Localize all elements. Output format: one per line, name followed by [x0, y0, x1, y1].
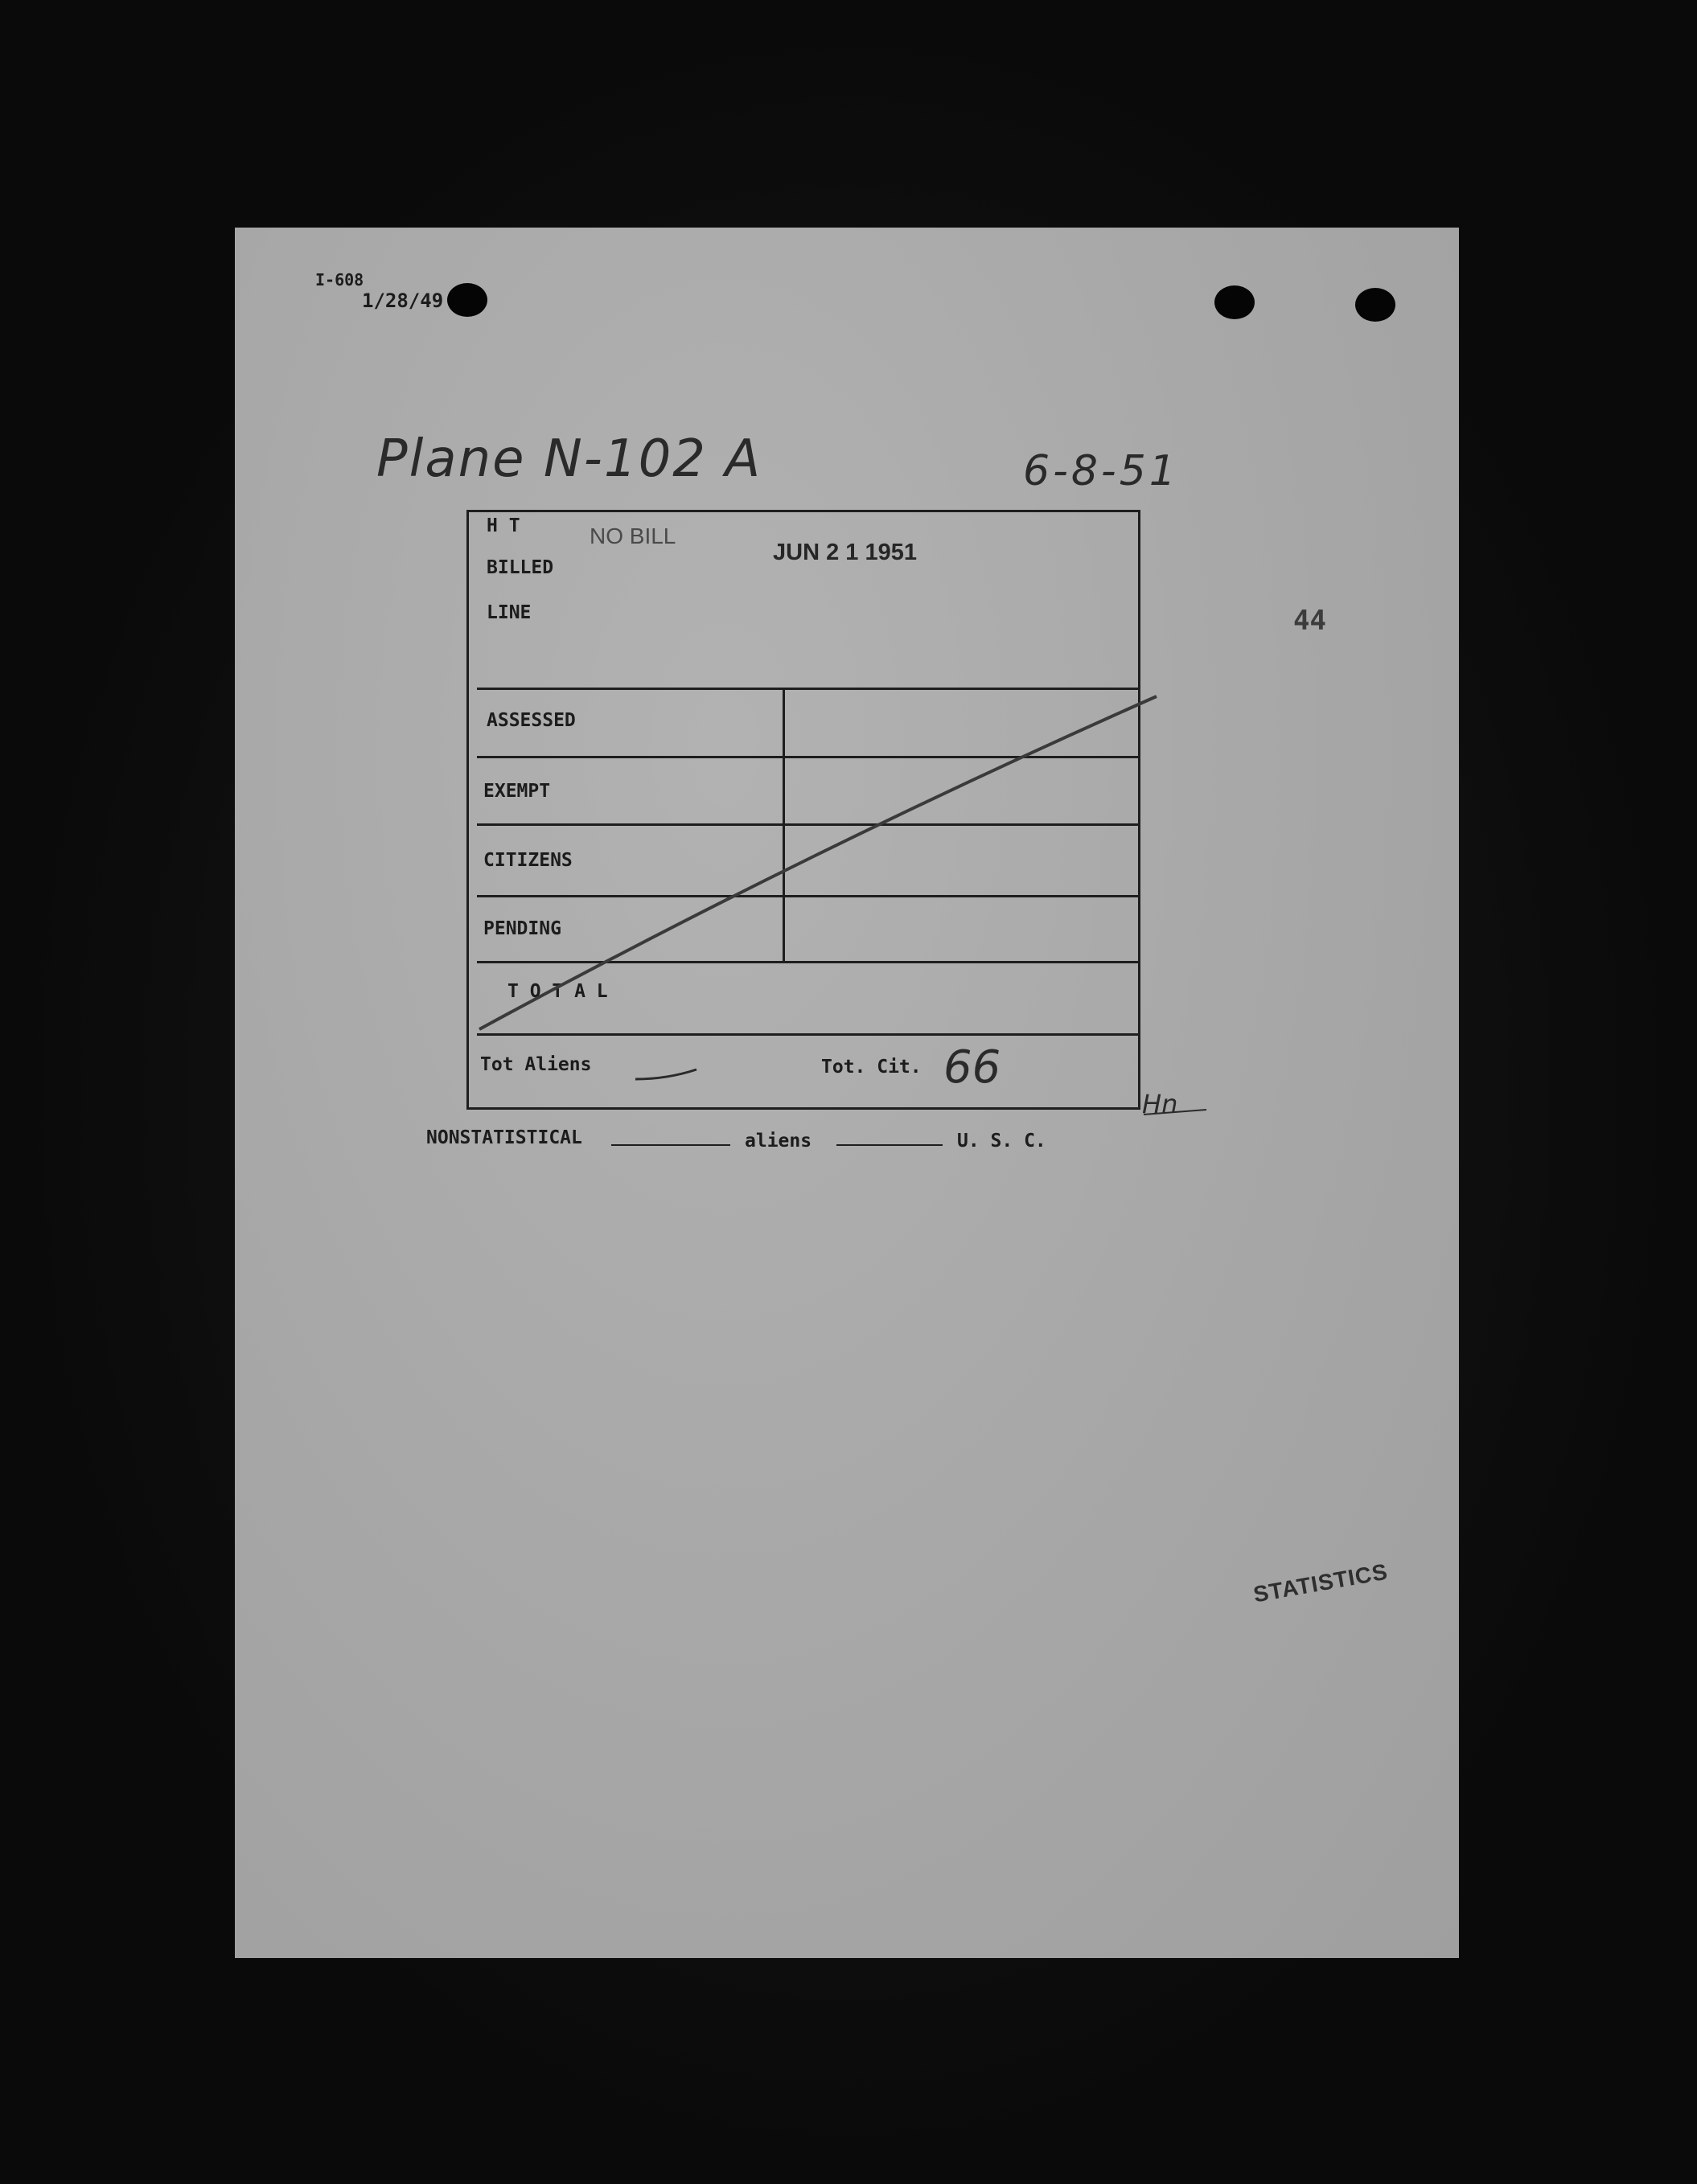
statistics-stamp: STATISTICS [1251, 1558, 1391, 1607]
label-pending: PENDING [483, 918, 561, 939]
label-exempt: EXEMPT [483, 781, 551, 802]
handwritten-date: 6-8-51 [1023, 447, 1179, 495]
nonstatistical-label: NONSTATISTICAL [426, 1127, 582, 1148]
label-tot-aliens: Tot Aliens [480, 1054, 592, 1075]
aliens-label: aliens [745, 1131, 812, 1152]
form-date: 1/28/49 [362, 289, 444, 312]
label-citizens: CITIZENS [483, 850, 573, 871]
usc-label: U. S. C. [957, 1131, 1046, 1152]
initials: Hn [1142, 1089, 1178, 1119]
label-total: T O T A L [507, 981, 608, 1002]
page-number: 44 [1293, 605, 1326, 637]
plane-number: Plane N-102 A [376, 429, 762, 489]
initials-underline [1144, 1110, 1206, 1115]
form-number: I-608 [315, 270, 364, 289]
tot-aliens-dash [635, 1069, 696, 1079]
diagonal-strike-line [479, 696, 1157, 1029]
label-ht: H T [487, 515, 520, 536]
label-billed: BILLED [487, 557, 554, 578]
no-bill-stamp: NO BILL [590, 523, 676, 548]
label-tot-cit: Tot. Cit. [821, 1057, 922, 1078]
label-assessed: ASSESSED [487, 710, 576, 731]
tot-cit-value: 66 [943, 1041, 1001, 1094]
date-stamp: JUN 2 1 1951 [773, 540, 917, 565]
label-line: LINE [487, 602, 532, 623]
